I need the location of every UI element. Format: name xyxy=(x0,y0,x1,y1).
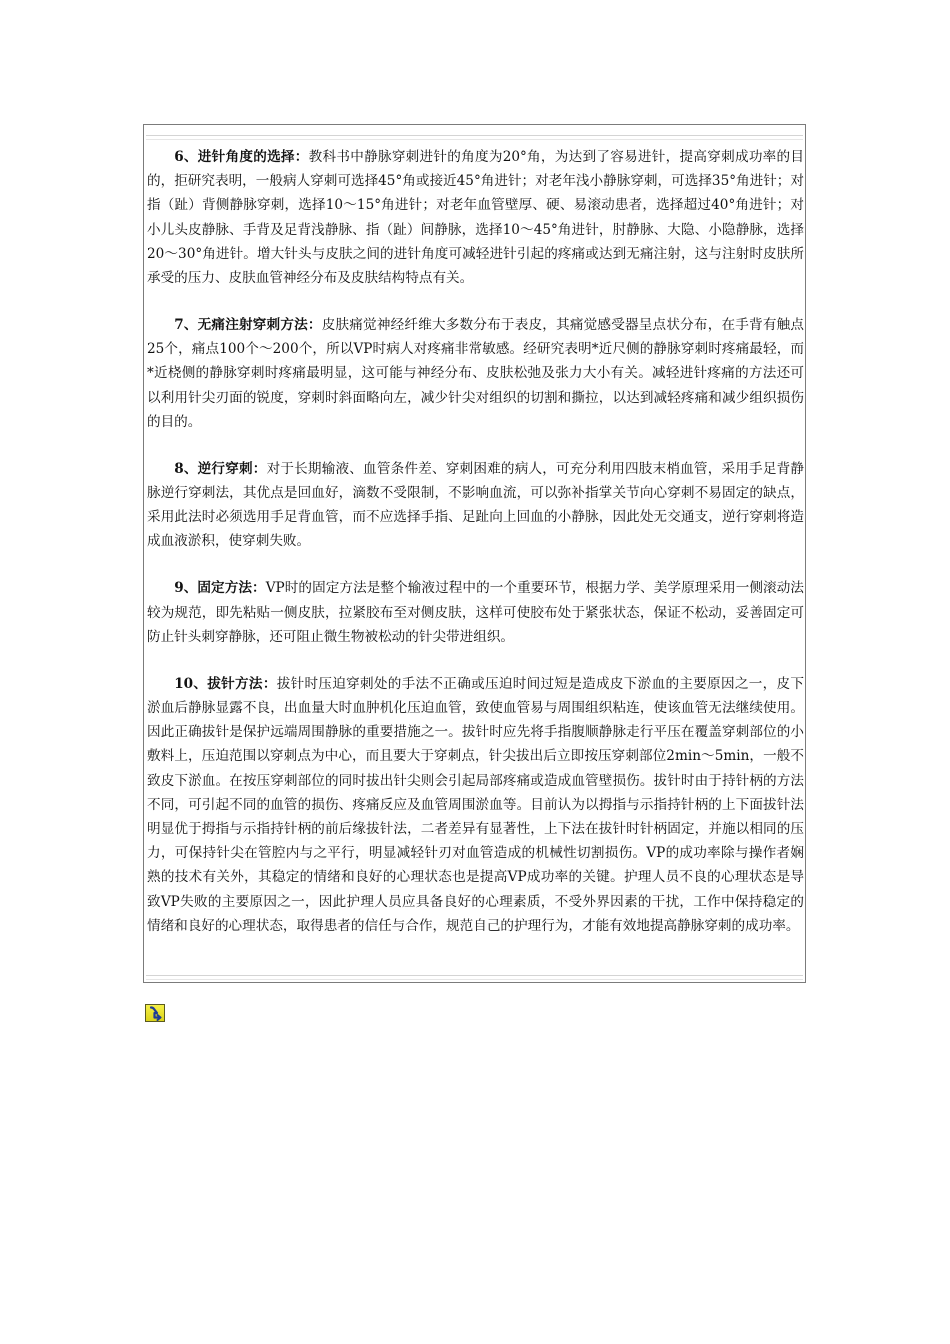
section-paragraph xyxy=(147,672,804,938)
section-body: 对于长期输液、血管条件差、穿刺困难的病人，可充分利用四肢末梢血管，采用手足背静脉逆行穿刺法，其优点是回血好，滴数不受限制，不影响血流，可以弥补指掌关节向心穿刺不易固定的缺点，采用此法时必须选用手足背血管，而不应选择手指、足趾向上回血的小静脉，因此处无交通支，逆行穿刺将造成血液淤积，使穿刺失败。 xyxy=(147,460,804,550)
article-frame xyxy=(143,124,806,983)
article-content xyxy=(147,145,804,938)
section-heading: 9、固定方法： xyxy=(174,580,266,597)
section-heading: 8、逆行穿刺： xyxy=(174,460,267,477)
section-body: 拔针时压迫穿刺处的手法不正确或压迫时间过短是造成皮下淤血的主要原因之一，皮下淤血后静脉显露不良，出血量大时血肿机化压迫血管，致使血管易与周围组织粘连，使该血管无法继续使用。因此正确拔针是保护远端周围静脉的重要措施之一。拔针时应先将手指腹顺静脉走行平压在覆盖穿刺部位的小敷料上，压迫范围以穿刺点为中心，而且要大于穿刺点，针尖拔出后立即按压穿刺部位2min～5min，一般不致皮下淤血。在按压穿刺部位的同时拔出针尖则会引起局部疼痛或造成血管壁损伤。拔针时由于持针柄的方法不同，可引起不同的血管的损伤、疼痛反应及血管周围淤血等。目前认为以拇指与示指持针柄的上下面拔针法明显优于拇指与示指持针柄的前后缘拔针法，二者差异有显著性，上下法在拔针时针柄固定，并施以相同的压力，可保持针尖在管腔内与之平行，明显减轻针刃对血管造成的机械性切割损伤。VP的成功率除与操作者娴熟的技术有关外，其稳定的情绪和良好的心理状态也是提高VP成功率的关键。护理人员不良的心理状态是导致VP失败的主要原因之一，因此护理人员应具备良好的心理素质，不受外界因素的干扰，工作中保持稳定的情绪和良好的心理状态，取得患者的信任与合作，规范自己的护理行为，才能有效地提高静脉穿刺的成功率。 xyxy=(147,675,804,934)
section-paragraph xyxy=(147,145,804,290)
section-heading: 6、进针角度的选择： xyxy=(174,149,309,165)
section-paragraph xyxy=(147,313,804,434)
section-body: VP时的固定方法是整个输液过程中的一个重要环节，根据力学、美学原理采用一侧滚动法较为规范，即先粘贴一侧皮肤，拉紧胶布至对侧皮肤，这样可使胶布处于紧张状态，保证不松动，妥善固定可防止针头刺穿静脉，还可阻止微生物被松动的针尖带进组织。 xyxy=(147,580,804,645)
bottom-divider xyxy=(146,975,803,980)
section-paragraph xyxy=(147,457,804,554)
top-divider xyxy=(146,135,803,140)
section-body: 教科书中静脉穿刺进针的角度为20°角，为达到了容易进针，提高穿刺成功率的目的，拒研究表明，一般病人穿刺可选择45°角或接近45°角进针；对老年浅小静脉穿刺，可选择35°角进针；对指（趾）背侧静脉穿刺，选择10～15°角进针；对老年血管壁厚、硬、易滚动患者，选择超过40°角进针；对小儿头皮静脉、手背及足背浅静脉、指（趾）间静脉，选择10～45°角进针，肘静脉、大隐、小隐静脉，选择20～30°角进针。增大针头与皮肤之间的进针角度可减轻进针引起的疼痛或达到无痛注射，这与注射时皮肤所承受的压力、皮肤血管神经分布及皮肤结构特点有关。 xyxy=(147,149,804,287)
section-paragraph xyxy=(147,576,804,649)
section-heading: 7、无痛注射穿刺方法： xyxy=(174,317,322,334)
section-body: 皮肤痛觉神经纤维大多数分布于表皮，其痛觉感受器呈点状分布，在手背有触点25个，痛点100个～200个，所以VP时病人对疼痛非常敏感。经研究表明*近尺侧的静脉穿刺时疼痛最轻，而*近桡侧的静脉穿刺时疼痛最明显，这可能与神经分布、皮肤松弛及张力大小有关。减轻进针疼痛的方法还可以利用针尖刃面的锐度，穿刺时斜面略向左，减少针尖对组织的切割和撕拉，以达到减轻疼痛和减少组织损伤的目的。 xyxy=(147,317,804,430)
section-heading: 10、拔针方法： xyxy=(174,675,277,692)
return-arrow-icon[interactable] xyxy=(145,1004,165,1022)
